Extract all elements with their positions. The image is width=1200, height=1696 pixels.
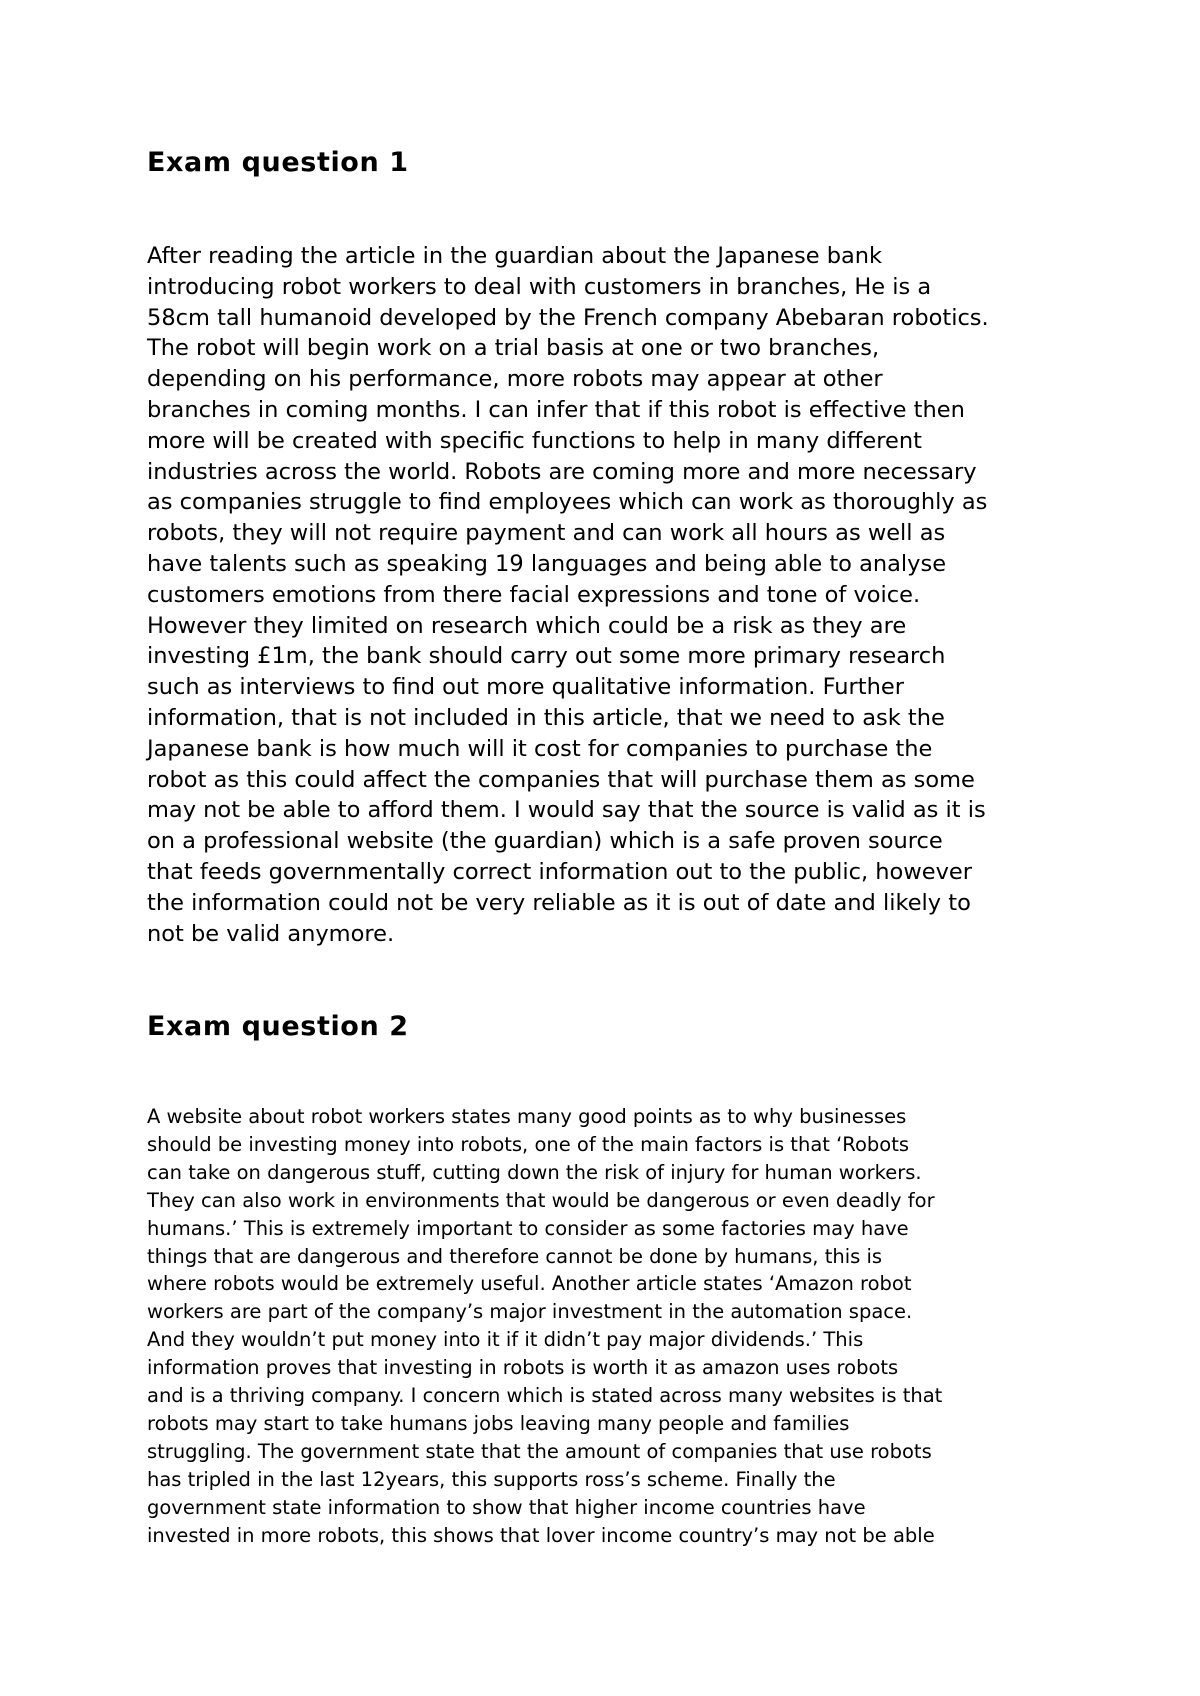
- paragraph-line: struggling. The government state that the amount of companies that use robots: [147, 1439, 932, 1463]
- paragraph-line: Japanese bank is how much will it cost for companies to purchase the: [147, 735, 933, 762]
- paragraph-line: robots may start to take humans jobs leaving many people and families: [147, 1411, 850, 1435]
- paragraph-line: A website about robot workers states many good points as to why businesses: [147, 1105, 907, 1128]
- paragraph-line: branches in coming months. I can infer that if this robot is effective then: [147, 396, 965, 423]
- paragraph-line: robots, they will not require payment and can work all hours as well as: [147, 520, 946, 547]
- paragraph-line: industries across the world. Robots are coming more and more necessary: [147, 458, 977, 485]
- exam-question-1-answer: [147, 241, 989, 949]
- paragraph-line: invested in more robots, this shows that lover income country’s may not be able: [147, 1523, 935, 1547]
- paragraph-line: information, that is not included in this article, that we need to ask the: [147, 704, 945, 731]
- paragraph-line: robot as this could affect the companies that will purchase them as some: [147, 766, 975, 793]
- paragraph-line: may not be able to afford them. I would say that the source is valid as it is: [147, 797, 986, 824]
- exam-question-2-answer: [147, 1103, 942, 1550]
- paragraph-line: where robots would be extremely useful. Another article states ‘Amazon robot: [147, 1272, 912, 1296]
- paragraph-line: and is a thriving company. I concern which is stated across many websites is that: [147, 1384, 943, 1408]
- paragraph-line: And they wouldn’t put money into it if it didn’t pay major dividends.’ This: [147, 1328, 864, 1352]
- paragraph-line: investing £1m, the bank should carry out some more primary research: [147, 643, 946, 670]
- paragraph-line: that feeds governmentally correct information out to the public, however: [147, 858, 972, 885]
- paragraph-line: not be valid anymore.: [147, 920, 395, 947]
- paragraph-line: the information could not be very reliable as it is out of date and likely to: [147, 889, 971, 916]
- paragraph-line: information proves that investing in robots is worth it as amazon uses robots: [147, 1356, 899, 1380]
- exam-question-1-heading: Exam question 1: [147, 147, 409, 178]
- paragraph-line: customers emotions from there facial expressions and tone of voice.: [147, 581, 921, 608]
- paragraph-line: as companies struggle to find employees which can work as thoroughly as: [147, 489, 988, 516]
- paragraph-line: However they limited on research which could be a risk as they are: [147, 612, 907, 639]
- paragraph-line: more will be created with specific functions to help in many different: [147, 427, 922, 454]
- paragraph-line: workers are part of the company’s major investment in the automation space.: [147, 1300, 913, 1324]
- paragraph-line: government state information to show that higher income countries have: [147, 1495, 866, 1519]
- paragraph-line: should be investing money into robots, one of the main factors is that ‘Robots: [147, 1132, 910, 1156]
- paragraph-line: They can also work in environments that would be dangerous or even deadly for: [147, 1188, 935, 1212]
- paragraph-line: introducing robot workers to deal with customers in branches, He is a: [147, 273, 932, 300]
- paragraph-line: humans.’ This is extremely important to consider as some factories may have: [147, 1216, 909, 1240]
- paragraph-line: has tripled in the last 12years, this supports ross’s scheme. Finally the: [147, 1467, 836, 1491]
- paragraph-line: The robot will begin work on a trial basis at one or two branches,: [147, 335, 880, 362]
- paragraph-line: things that are dangerous and therefore cannot be done by humans, this is: [147, 1244, 883, 1268]
- paragraph-line: have talents such as speaking 19 languages and being able to analyse: [147, 550, 947, 577]
- paragraph-line: can take on dangerous stuff, cutting down the risk of injury for human workers.: [147, 1160, 922, 1184]
- exam-question-2-heading: Exam question 2: [147, 1011, 409, 1042]
- paragraph-line: After reading the article in the guardian about the Japanese bank: [147, 243, 883, 269]
- paragraph-line: 58cm tall humanoid developed by the French company Abebaran robotics.: [147, 304, 989, 331]
- paragraph-line: on a professional website (the guardian) which is a safe proven source: [147, 828, 943, 855]
- paragraph-line: depending on his performance, more robots may appear at other: [147, 366, 883, 393]
- paragraph-line: such as interviews to find out more qualitative information. Further: [147, 674, 904, 701]
